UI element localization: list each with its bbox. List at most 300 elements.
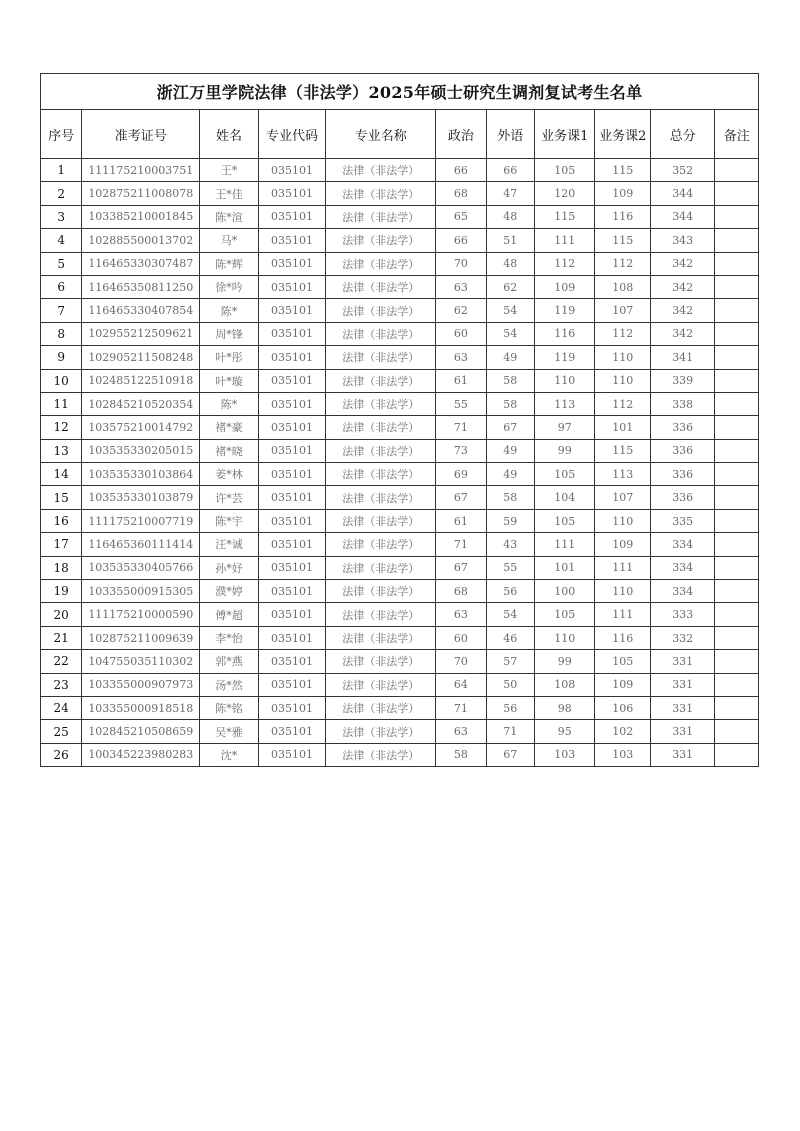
remarks-cell bbox=[715, 416, 759, 439]
name-cell: 沈* bbox=[200, 743, 258, 766]
major-code-cell: 035101 bbox=[258, 252, 326, 275]
foreign-language-cell: 58 bbox=[486, 392, 534, 415]
table-row bbox=[41, 603, 759, 626]
name-cell: 陈*辉 bbox=[200, 252, 258, 275]
politics-cell: 70 bbox=[436, 252, 486, 275]
major-code-cell: 035101 bbox=[258, 392, 326, 415]
foreign-language-cell: 49 bbox=[486, 439, 534, 462]
name-cell: 褚*晓 bbox=[200, 439, 258, 462]
column-header-exam-number: 准考证号 bbox=[82, 110, 200, 159]
subject-2-cell: 110 bbox=[595, 346, 650, 369]
subject-2-cell: 112 bbox=[595, 252, 650, 275]
exam-number-cell: 100345223980283 bbox=[82, 743, 200, 766]
foreign-language-cell: 67 bbox=[486, 743, 534, 766]
politics-cell: 61 bbox=[436, 369, 486, 392]
major-code-cell: 035101 bbox=[258, 696, 326, 719]
foreign-language-cell: 56 bbox=[486, 696, 534, 719]
subject-2-cell: 106 bbox=[595, 696, 650, 719]
major-name-cell: 法律（非法学） bbox=[326, 252, 436, 275]
seq-cell: 25 bbox=[41, 720, 82, 743]
total-cell: 339 bbox=[650, 369, 715, 392]
major-name-cell: 法律（非法学） bbox=[326, 346, 436, 369]
exam-number-cell: 104755035110302 bbox=[82, 650, 200, 673]
seq-cell: 24 bbox=[41, 696, 82, 719]
total-cell: 333 bbox=[650, 603, 715, 626]
major-name-cell: 法律（非法学） bbox=[326, 275, 436, 298]
total-cell: 338 bbox=[650, 392, 715, 415]
table-row bbox=[41, 369, 759, 392]
exam-number-cell: 102845210520354 bbox=[82, 392, 200, 415]
remarks-cell bbox=[715, 439, 759, 462]
table-row bbox=[41, 580, 759, 603]
major-code-cell: 035101 bbox=[258, 556, 326, 579]
name-cell: 傅*超 bbox=[200, 603, 258, 626]
exam-number-cell: 102845210508659 bbox=[82, 720, 200, 743]
table-row bbox=[41, 252, 759, 275]
politics-cell: 71 bbox=[436, 533, 486, 556]
major-name-cell: 法律（非法学） bbox=[326, 229, 436, 252]
table-row bbox=[41, 275, 759, 298]
exam-number-cell: 102875211009639 bbox=[82, 626, 200, 649]
remarks-cell bbox=[715, 299, 759, 322]
remarks-cell bbox=[715, 603, 759, 626]
politics-cell: 62 bbox=[436, 299, 486, 322]
politics-cell: 73 bbox=[436, 439, 486, 462]
foreign-language-cell: 59 bbox=[486, 509, 534, 532]
seq-cell: 6 bbox=[41, 275, 82, 298]
subject-2-cell: 107 bbox=[595, 299, 650, 322]
seq-cell: 18 bbox=[41, 556, 82, 579]
total-cell: 335 bbox=[650, 509, 715, 532]
column-header-subject-2: 业务课2 bbox=[595, 110, 650, 159]
exam-number-cell: 111175210007719 bbox=[82, 509, 200, 532]
subject-1-cell: 108 bbox=[535, 673, 595, 696]
remarks-cell bbox=[715, 252, 759, 275]
subject-1-cell: 105 bbox=[535, 159, 595, 182]
subject-2-cell: 102 bbox=[595, 720, 650, 743]
major-name-cell: 法律（非法学） bbox=[326, 486, 436, 509]
table-row bbox=[41, 463, 759, 486]
name-cell: 李*怡 bbox=[200, 626, 258, 649]
remarks-cell bbox=[715, 486, 759, 509]
subject-1-cell: 99 bbox=[535, 650, 595, 673]
major-name-cell: 法律（非法学） bbox=[326, 720, 436, 743]
politics-cell: 66 bbox=[436, 159, 486, 182]
remarks-cell bbox=[715, 159, 759, 182]
major-name-cell: 法律（非法学） bbox=[326, 439, 436, 462]
major-name-cell: 法律（非法学） bbox=[326, 369, 436, 392]
exam-number-cell: 103535330405766 bbox=[82, 556, 200, 579]
table-body bbox=[41, 159, 759, 767]
major-name-cell: 法律（非法学） bbox=[326, 626, 436, 649]
politics-cell: 63 bbox=[436, 346, 486, 369]
total-cell: 334 bbox=[650, 556, 715, 579]
exam-number-cell: 102955212509621 bbox=[82, 322, 200, 345]
politics-cell: 67 bbox=[436, 486, 486, 509]
politics-cell: 67 bbox=[436, 556, 486, 579]
total-cell: 352 bbox=[650, 159, 715, 182]
remarks-cell bbox=[715, 650, 759, 673]
table-row bbox=[41, 696, 759, 719]
total-cell: 331 bbox=[650, 673, 715, 696]
politics-cell: 55 bbox=[436, 392, 486, 415]
major-code-cell: 035101 bbox=[258, 743, 326, 766]
total-cell: 331 bbox=[650, 720, 715, 743]
subject-1-cell: 119 bbox=[535, 299, 595, 322]
exam-number-cell: 102905211508248 bbox=[82, 346, 200, 369]
table-row bbox=[41, 533, 759, 556]
name-cell: 徐*吟 bbox=[200, 275, 258, 298]
total-cell: 336 bbox=[650, 463, 715, 486]
remarks-cell bbox=[715, 533, 759, 556]
remarks-cell bbox=[715, 322, 759, 345]
remarks-cell bbox=[715, 696, 759, 719]
total-cell: 336 bbox=[650, 486, 715, 509]
major-code-cell: 035101 bbox=[258, 650, 326, 673]
subject-1-cell: 95 bbox=[535, 720, 595, 743]
politics-cell: 65 bbox=[436, 205, 486, 228]
name-cell: 许*芸 bbox=[200, 486, 258, 509]
candidate-list-table bbox=[40, 73, 759, 767]
politics-cell: 60 bbox=[436, 322, 486, 345]
major-name-cell: 法律（非法学） bbox=[326, 299, 436, 322]
subject-2-cell: 110 bbox=[595, 509, 650, 532]
name-cell: 汤*然 bbox=[200, 673, 258, 696]
foreign-language-cell: 48 bbox=[486, 205, 534, 228]
total-cell: 334 bbox=[650, 580, 715, 603]
politics-cell: 63 bbox=[436, 275, 486, 298]
total-cell: 336 bbox=[650, 416, 715, 439]
exam-number-cell: 111175210003751 bbox=[82, 159, 200, 182]
politics-cell: 66 bbox=[436, 229, 486, 252]
politics-cell: 63 bbox=[436, 720, 486, 743]
name-cell: 王* bbox=[200, 159, 258, 182]
major-name-cell: 法律（非法学） bbox=[326, 533, 436, 556]
table-row bbox=[41, 720, 759, 743]
foreign-language-cell: 43 bbox=[486, 533, 534, 556]
major-name-cell: 法律（非法学） bbox=[326, 743, 436, 766]
major-code-cell: 035101 bbox=[258, 275, 326, 298]
foreign-language-cell: 58 bbox=[486, 369, 534, 392]
politics-cell: 60 bbox=[436, 626, 486, 649]
remarks-cell bbox=[715, 509, 759, 532]
major-name-cell: 法律（非法学） bbox=[326, 182, 436, 205]
subject-2-cell: 111 bbox=[595, 556, 650, 579]
column-header-subject-1: 业务课1 bbox=[535, 110, 595, 159]
exam-number-cell: 103535330205015 bbox=[82, 439, 200, 462]
exam-number-cell: 111175210000590 bbox=[82, 603, 200, 626]
remarks-cell bbox=[715, 556, 759, 579]
exam-number-cell: 103535330103879 bbox=[82, 486, 200, 509]
seq-cell: 20 bbox=[41, 603, 82, 626]
name-cell: 吴*雅 bbox=[200, 720, 258, 743]
major-name-cell: 法律（非法学） bbox=[326, 696, 436, 719]
name-cell: 郭*燕 bbox=[200, 650, 258, 673]
seq-cell: 4 bbox=[41, 229, 82, 252]
name-cell: 陈* bbox=[200, 392, 258, 415]
foreign-language-cell: 54 bbox=[486, 603, 534, 626]
major-name-cell: 法律（非法学） bbox=[326, 463, 436, 486]
exam-number-cell: 116465360111414 bbox=[82, 533, 200, 556]
column-header-foreign-language: 外语 bbox=[486, 110, 534, 159]
table-row bbox=[41, 159, 759, 182]
seq-cell: 21 bbox=[41, 626, 82, 649]
major-code-cell: 035101 bbox=[258, 603, 326, 626]
remarks-cell bbox=[715, 720, 759, 743]
foreign-language-cell: 55 bbox=[486, 556, 534, 579]
table-row bbox=[41, 182, 759, 205]
name-cell: 褚*豪 bbox=[200, 416, 258, 439]
major-code-cell: 035101 bbox=[258, 463, 326, 486]
remarks-cell bbox=[715, 229, 759, 252]
foreign-language-cell: 66 bbox=[486, 159, 534, 182]
major-code-cell: 035101 bbox=[258, 486, 326, 509]
total-cell: 332 bbox=[650, 626, 715, 649]
total-cell: 331 bbox=[650, 650, 715, 673]
subject-1-cell: 110 bbox=[535, 626, 595, 649]
major-code-cell: 035101 bbox=[258, 299, 326, 322]
exam-number-cell: 103535330103864 bbox=[82, 463, 200, 486]
foreign-language-cell: 48 bbox=[486, 252, 534, 275]
subject-2-cell: 111 bbox=[595, 603, 650, 626]
seq-cell: 16 bbox=[41, 509, 82, 532]
subject-2-cell: 101 bbox=[595, 416, 650, 439]
remarks-cell bbox=[715, 463, 759, 486]
exam-number-cell: 116465330307487 bbox=[82, 252, 200, 275]
politics-cell: 68 bbox=[436, 182, 486, 205]
politics-cell: 63 bbox=[436, 603, 486, 626]
column-header-total: 总分 bbox=[650, 110, 715, 159]
politics-cell: 61 bbox=[436, 509, 486, 532]
major-name-cell: 法律（非法学） bbox=[326, 509, 436, 532]
major-name-cell: 法律（非法学） bbox=[326, 205, 436, 228]
foreign-language-cell: 51 bbox=[486, 229, 534, 252]
name-cell: 叶*璇 bbox=[200, 369, 258, 392]
column-header-remarks: 备注 bbox=[715, 110, 759, 159]
foreign-language-cell: 49 bbox=[486, 346, 534, 369]
remarks-cell bbox=[715, 205, 759, 228]
foreign-language-cell: 54 bbox=[486, 299, 534, 322]
total-cell: 341 bbox=[650, 346, 715, 369]
total-cell: 343 bbox=[650, 229, 715, 252]
exam-number-cell: 103575210014792 bbox=[82, 416, 200, 439]
major-name-cell: 法律（非法学） bbox=[326, 159, 436, 182]
table-row bbox=[41, 439, 759, 462]
subject-1-cell: 98 bbox=[535, 696, 595, 719]
table-row bbox=[41, 205, 759, 228]
seq-cell: 10 bbox=[41, 369, 82, 392]
major-name-cell: 法律（非法学） bbox=[326, 416, 436, 439]
major-code-cell: 035101 bbox=[258, 580, 326, 603]
subject-1-cell: 110 bbox=[535, 369, 595, 392]
foreign-language-cell: 54 bbox=[486, 322, 534, 345]
subject-1-cell: 97 bbox=[535, 416, 595, 439]
subject-2-cell: 108 bbox=[595, 275, 650, 298]
total-cell: 342 bbox=[650, 299, 715, 322]
remarks-cell bbox=[715, 392, 759, 415]
subject-1-cell: 111 bbox=[535, 229, 595, 252]
major-code-cell: 035101 bbox=[258, 205, 326, 228]
table-row bbox=[41, 229, 759, 252]
name-cell: 陈* bbox=[200, 299, 258, 322]
seq-cell: 7 bbox=[41, 299, 82, 322]
remarks-cell bbox=[715, 626, 759, 649]
table-row bbox=[41, 673, 759, 696]
major-code-cell: 035101 bbox=[258, 673, 326, 696]
exam-number-cell: 103355000915305 bbox=[82, 580, 200, 603]
subject-1-cell: 99 bbox=[535, 439, 595, 462]
name-cell: 姜*林 bbox=[200, 463, 258, 486]
major-code-cell: 035101 bbox=[258, 182, 326, 205]
politics-cell: 70 bbox=[436, 650, 486, 673]
major-name-cell: 法律（非法学） bbox=[326, 556, 436, 579]
total-cell: 342 bbox=[650, 322, 715, 345]
remarks-cell bbox=[715, 369, 759, 392]
total-cell: 344 bbox=[650, 205, 715, 228]
seq-cell: 19 bbox=[41, 580, 82, 603]
total-cell: 334 bbox=[650, 533, 715, 556]
exam-number-cell: 116465330407854 bbox=[82, 299, 200, 322]
foreign-language-cell: 58 bbox=[486, 486, 534, 509]
seq-cell: 15 bbox=[41, 486, 82, 509]
subject-1-cell: 105 bbox=[535, 509, 595, 532]
subject-2-cell: 109 bbox=[595, 533, 650, 556]
table-row bbox=[41, 299, 759, 322]
major-name-cell: 法律（非法学） bbox=[326, 673, 436, 696]
remarks-cell bbox=[715, 182, 759, 205]
subject-1-cell: 105 bbox=[535, 463, 595, 486]
foreign-language-cell: 56 bbox=[486, 580, 534, 603]
subject-2-cell: 116 bbox=[595, 626, 650, 649]
total-cell: 342 bbox=[650, 275, 715, 298]
major-name-cell: 法律（非法学） bbox=[326, 392, 436, 415]
remarks-cell bbox=[715, 346, 759, 369]
major-code-cell: 035101 bbox=[258, 626, 326, 649]
major-code-cell: 035101 bbox=[258, 720, 326, 743]
subject-1-cell: 105 bbox=[535, 603, 595, 626]
subject-1-cell: 101 bbox=[535, 556, 595, 579]
subject-2-cell: 116 bbox=[595, 205, 650, 228]
total-cell: 331 bbox=[650, 696, 715, 719]
subject-2-cell: 107 bbox=[595, 486, 650, 509]
subject-1-cell: 111 bbox=[535, 533, 595, 556]
major-name-cell: 法律（非法学） bbox=[326, 580, 436, 603]
subject-1-cell: 100 bbox=[535, 580, 595, 603]
major-code-cell: 035101 bbox=[258, 439, 326, 462]
subject-2-cell: 112 bbox=[595, 392, 650, 415]
politics-cell: 71 bbox=[436, 416, 486, 439]
table-row bbox=[41, 650, 759, 673]
document-title: 浙江万里学院法律（非法学）2025年硕士研究生调剂复试考生名单 bbox=[41, 74, 759, 110]
foreign-language-cell: 47 bbox=[486, 182, 534, 205]
subject-1-cell: 120 bbox=[535, 182, 595, 205]
subject-1-cell: 109 bbox=[535, 275, 595, 298]
name-cell: 陈*渲 bbox=[200, 205, 258, 228]
exam-number-cell: 103385210001845 bbox=[82, 205, 200, 228]
name-cell: 濮*婷 bbox=[200, 580, 258, 603]
remarks-cell bbox=[715, 743, 759, 766]
politics-cell: 71 bbox=[436, 696, 486, 719]
seq-cell: 14 bbox=[41, 463, 82, 486]
name-cell: 周*锋 bbox=[200, 322, 258, 345]
seq-cell: 17 bbox=[41, 533, 82, 556]
table-row bbox=[41, 509, 759, 532]
foreign-language-cell: 62 bbox=[486, 275, 534, 298]
name-cell: 叶*彤 bbox=[200, 346, 258, 369]
seq-cell: 5 bbox=[41, 252, 82, 275]
total-cell: 342 bbox=[650, 252, 715, 275]
exam-number-cell: 102885500013702 bbox=[82, 229, 200, 252]
foreign-language-cell: 57 bbox=[486, 650, 534, 673]
name-cell: 马* bbox=[200, 229, 258, 252]
exam-number-cell: 102875211008078 bbox=[82, 182, 200, 205]
total-cell: 336 bbox=[650, 439, 715, 462]
table-row bbox=[41, 556, 759, 579]
subject-1-cell: 119 bbox=[535, 346, 595, 369]
major-code-cell: 035101 bbox=[258, 369, 326, 392]
exam-number-cell: 102485122510918 bbox=[82, 369, 200, 392]
subject-2-cell: 115 bbox=[595, 439, 650, 462]
subject-2-cell: 103 bbox=[595, 743, 650, 766]
total-cell: 331 bbox=[650, 743, 715, 766]
subject-2-cell: 115 bbox=[595, 159, 650, 182]
politics-cell: 58 bbox=[436, 743, 486, 766]
name-cell: 陈*宇 bbox=[200, 509, 258, 532]
table-row bbox=[41, 486, 759, 509]
table-row bbox=[41, 626, 759, 649]
seq-cell: 13 bbox=[41, 439, 82, 462]
table-row bbox=[41, 416, 759, 439]
table-row bbox=[41, 392, 759, 415]
subject-1-cell: 116 bbox=[535, 322, 595, 345]
table-row bbox=[41, 743, 759, 766]
subject-1-cell: 112 bbox=[535, 252, 595, 275]
header-row bbox=[41, 110, 759, 159]
column-header-seq: 序号 bbox=[41, 110, 82, 159]
major-code-cell: 035101 bbox=[258, 509, 326, 532]
seq-cell: 9 bbox=[41, 346, 82, 369]
remarks-cell bbox=[715, 673, 759, 696]
subject-1-cell: 104 bbox=[535, 486, 595, 509]
foreign-language-cell: 49 bbox=[486, 463, 534, 486]
seq-cell: 3 bbox=[41, 205, 82, 228]
politics-cell: 64 bbox=[436, 673, 486, 696]
subject-2-cell: 115 bbox=[595, 229, 650, 252]
subject-2-cell: 113 bbox=[595, 463, 650, 486]
major-code-cell: 035101 bbox=[258, 346, 326, 369]
column-header-name: 姓名 bbox=[200, 110, 258, 159]
name-cell: 孙*妤 bbox=[200, 556, 258, 579]
column-header-politics: 政治 bbox=[436, 110, 486, 159]
seq-cell: 22 bbox=[41, 650, 82, 673]
seq-cell: 2 bbox=[41, 182, 82, 205]
table-row bbox=[41, 322, 759, 345]
major-code-cell: 035101 bbox=[258, 159, 326, 182]
name-cell: 王*佳 bbox=[200, 182, 258, 205]
major-name-cell: 法律（非法学） bbox=[326, 650, 436, 673]
seq-cell: 26 bbox=[41, 743, 82, 766]
column-header-major-code: 专业代码 bbox=[258, 110, 326, 159]
total-cell: 344 bbox=[650, 182, 715, 205]
politics-cell: 68 bbox=[436, 580, 486, 603]
remarks-cell bbox=[715, 275, 759, 298]
seq-cell: 1 bbox=[41, 159, 82, 182]
subject-2-cell: 109 bbox=[595, 673, 650, 696]
exam-number-cell: 103355000907973 bbox=[82, 673, 200, 696]
seq-cell: 23 bbox=[41, 673, 82, 696]
foreign-language-cell: 67 bbox=[486, 416, 534, 439]
seq-cell: 11 bbox=[41, 392, 82, 415]
